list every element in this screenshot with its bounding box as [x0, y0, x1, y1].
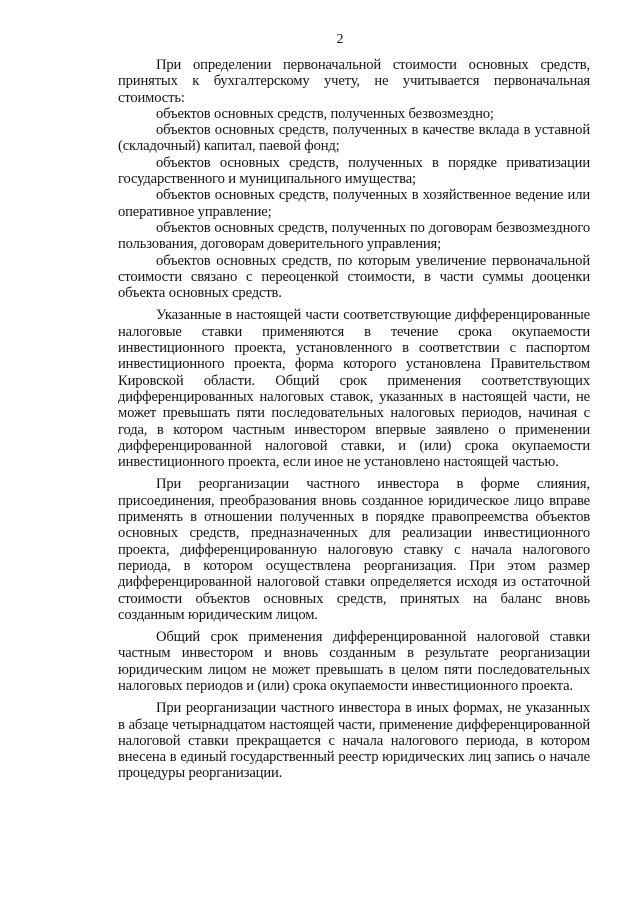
list-item-capital-contribution: объектов основных средств, полученных в качестве вклада в уставной (складочный) капитал, паевой фонд;	[118, 122, 590, 155]
list-item-privatization: объектов основных средств, полученных в порядке приватизации государственного и муниципального имущества;	[118, 154, 590, 188]
paragraph-differentiated-rates: Указанные в настоящей части соответствующие дифференцированные налоговые ставки применяются в течение срока окупаемости инвестиционного проекта, установленного в соответствии с паспортом инвестиционного проекта, форма которого установлена Правительством Кировской области. Общий срок применения соответствующих дифференцированных налоговых ставок, указанных в настоящей части, не может превышать пяти последовательных налоговых периодов, начиная с года, в котором частным инвестором впервые заявлено о применении дифференцированной налоговой ставки, и (или) срока окупаемости инвестиционного проекта, если иное не установлено настоящей частью.	[118, 307, 590, 471]
document-body	[118, 57, 590, 782]
paragraph-reorganization-other-forms: При реорганизации частного инвестора в иных формах, не указанных в абзаце четырнадцатом настоящей части, применение дифференцированной налоговой ставки прекращается с начала налогового периода, в котором внесена в единый государственный реестр юридических лиц запись о начале процедуры реорганизации.	[118, 700, 590, 782]
paragraph-reorganization-merger: При реорганизации частного инвестора в форме слияния, присоединения, преобразования вновь созданное юридическое лицо вправе применять в отношении полученных в порядке правопреемства объектов основных средств, предназначенных для реализации инвестиционного проекта, дифференцированную налоговую ставку с начала налогового периода, в котором осуществлена реорганизация. При этом размер дифференцированной налоговой ставки определяется исходя из остаточной стоимости объектов основных средств, принятых на баланс вновь созданным юридическим лицом.	[118, 476, 590, 623]
list-item-economic-management: объектов основных средств, полученных в хозяйственное ведение или оперативное управление;	[118, 187, 590, 220]
paragraph-intro: При определении первоначальной стоимости основных средств, принятых к бухгалтерскому учету, не учитывается первоначальная стоимость:	[118, 57, 590, 106]
list-item-free-use-agreements: объектов основных средств, полученных по договорам безвозмездного пользования, договорам доверительного управления;	[118, 219, 590, 253]
list-item-free-transfer: объектов основных средств, полученных безвозмездно;	[156, 105, 494, 122]
paragraph-total-period: Общий срок применения дифференцированной налоговой ставки частным инвестором и вновь созданным в результате реорганизации юридическим лицом не может превышать в целом пяти последовательных налоговых периодов и (или) срока окупаемости инвестиционного проекта.	[118, 629, 590, 694]
list-item-revaluation: объектов основных средств, по которым увеличение первоначальной стоимости связано с переоценкой стоимости, в части суммы дооценки объекта основных средств.	[118, 252, 590, 302]
page-number: 2	[336, 32, 344, 47]
